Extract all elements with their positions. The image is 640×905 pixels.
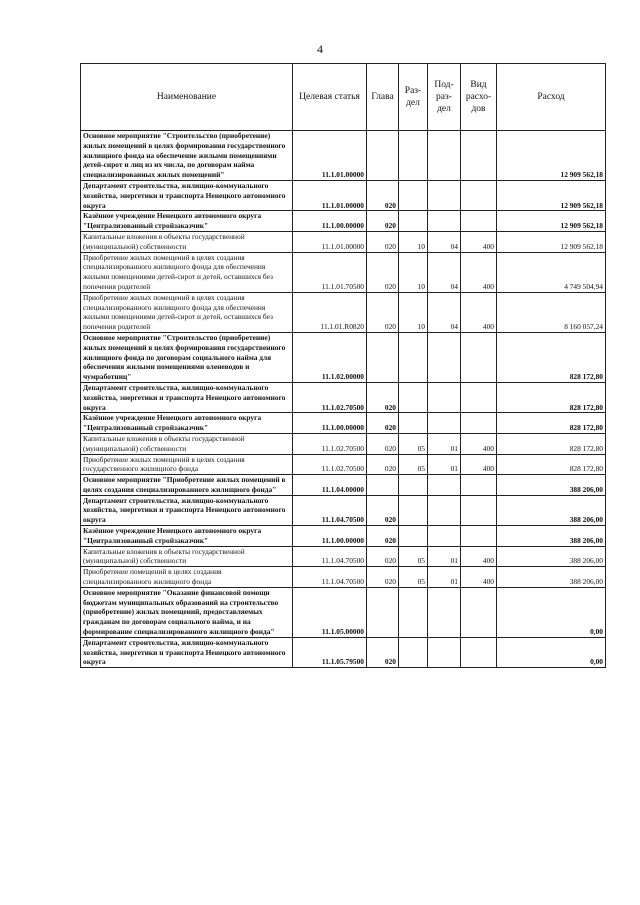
table-row [81, 292, 606, 332]
table-row [81, 546, 606, 567]
cell-chapter [367, 332, 399, 382]
cell-expense-type [461, 211, 497, 232]
cell-subsection [428, 475, 461, 496]
cell-amount: 12 909 562,18 [497, 211, 606, 232]
cell-subsection: 01 [428, 454, 461, 475]
cell-section [399, 526, 428, 547]
cell-amount: 828 172,80 [497, 433, 606, 454]
page-number: 4 [317, 42, 323, 56]
cell-amount: 12 909 562,18 [497, 231, 606, 252]
cell-subsection [428, 180, 461, 210]
cell-name: Приобретение жилых помещений в целях создания специализированного жилищного фонда для обеспечения жилыми помещениями детей-сирот и детей, оставшихся без попечения родителей [81, 292, 293, 332]
cell-expense-type: 400 [461, 292, 497, 332]
cell-subsection: 01 [428, 567, 461, 588]
cell-chapter: 020 [367, 252, 399, 292]
cell-expense-type [461, 180, 497, 210]
cell-chapter: 020 [367, 231, 399, 252]
cell-section [399, 413, 428, 434]
cell-target: 11.1.00.00000 [293, 413, 367, 434]
cell-target: 11.1.02.70500 [293, 382, 367, 412]
cell-target: 11.1.02.00000 [293, 332, 367, 382]
cell-chapter: 020 [367, 413, 399, 434]
cell-chapter: 020 [367, 637, 399, 667]
cell-name: Департамент строительства, жилищно-коммунального хозяйства, энергетики и транспорта Ненецкого автономного округа [81, 180, 293, 210]
cell-expense-type [461, 131, 497, 181]
cell-subsection: 01 [428, 546, 461, 567]
cell-target: 11.1.05.00000 [293, 587, 367, 637]
table-row [81, 382, 606, 412]
cell-chapter: 020 [367, 180, 399, 210]
cell-target: 11.1.04.70500 [293, 546, 367, 567]
cell-target: 11.1.04.70500 [293, 495, 367, 525]
cell-expense-type: 400 [461, 252, 497, 292]
cell-expense-type [461, 587, 497, 637]
cell-target: 11.1.01.R0820 [293, 292, 367, 332]
cell-chapter: 020 [367, 433, 399, 454]
cell-chapter: 020 [367, 382, 399, 412]
cell-name: Капитальные вложения в объекты государственной (муниципальной) собственности [81, 433, 293, 454]
column-header-name: Наименование [81, 64, 293, 131]
cell-expense-type [461, 475, 497, 496]
cell-chapter [367, 131, 399, 181]
cell-subsection [428, 332, 461, 382]
cell-subsection [428, 211, 461, 232]
table-row [81, 180, 606, 210]
cell-name: Основное мероприятие "Строительство (приобретение) жилых помещений в целях формирования государственного жилищного фонда на обеспечение жилыми помещениями детей-сирот и лиц из их числа, по договорам найма специализированных жилых помещений" [81, 131, 293, 181]
cell-section: 10 [399, 252, 428, 292]
cell-expense-type [461, 495, 497, 525]
cell-amount: 828 172,80 [497, 382, 606, 412]
cell-target: 11.1.01.70500 [293, 252, 367, 292]
cell-section [399, 495, 428, 525]
cell-chapter: 020 [367, 567, 399, 588]
cell-section [399, 382, 428, 412]
cell-section [399, 637, 428, 667]
cell-subsection [428, 526, 461, 547]
cell-chapter: 020 [367, 454, 399, 475]
table-row [81, 211, 606, 232]
cell-expense-type [461, 382, 497, 412]
cell-target: 11.1.01.00000 [293, 131, 367, 181]
cell-target: 11.1.04.70500 [293, 567, 367, 588]
cell-section: 10 [399, 231, 428, 252]
cell-chapter [367, 475, 399, 496]
cell-name: Основное мероприятие "Строительство (приобретение) жилых помещений в целях формирования государственного жилищного фонда по договорам социального найма для обеспечения жилыми помещениями оленеводов и чумработниц" [81, 332, 293, 382]
table-row [81, 231, 606, 252]
table-row [81, 454, 606, 475]
cell-expense-type [461, 413, 497, 434]
cell-target: 11.1.05.79500 [293, 637, 367, 667]
cell-name: Основное мероприятие "Приобретение жилых помещений в целях создания специализированного жилищного фонда" [81, 475, 293, 496]
cell-name: Капитальные вложения в объекты государственной (муниципальной) собственности [81, 546, 293, 567]
cell-target: 11.1.01.00000 [293, 180, 367, 210]
table-row [81, 475, 606, 496]
cell-expense-type: 400 [461, 454, 497, 475]
column-header-subsection: Под- раз- дел [428, 64, 461, 131]
cell-expense-type: 400 [461, 433, 497, 454]
cell-name: Приобретение жилых помещений в целях создания государственного жилищного фонда [81, 454, 293, 475]
cell-amount: 8 160 057,24 [497, 292, 606, 332]
cell-target: 11.1.01.00000 [293, 231, 367, 252]
cell-subsection [428, 382, 461, 412]
cell-section [399, 180, 428, 210]
cell-chapter: 020 [367, 292, 399, 332]
cell-amount: 0,00 [497, 587, 606, 637]
cell-subsection: 04 [428, 292, 461, 332]
table-row [81, 567, 606, 588]
cell-name: Казённое учреждение Ненецкого автономного округа "Централизованный стройзаказчик" [81, 413, 293, 434]
cell-name: Департамент строительства, жилищно-коммунального хозяйства, энергетики и транспорта Ненецкого автономного округа [81, 637, 293, 667]
cell-section [399, 587, 428, 637]
cell-expense-type: 400 [461, 231, 497, 252]
cell-amount: 388 206,00 [497, 546, 606, 567]
cell-expense-type [461, 332, 497, 382]
cell-subsection [428, 413, 461, 434]
cell-name: Департамент строительства, жилищно-коммунального хозяйства, энергетики и транспорта Ненецкого автономного округа [81, 382, 293, 412]
cell-target: 11.1.02.70500 [293, 433, 367, 454]
cell-amount: 828 172,80 [497, 413, 606, 434]
cell-expense-type [461, 526, 497, 547]
cell-section: 05 [399, 546, 428, 567]
cell-amount: 388 206,00 [497, 567, 606, 588]
cell-section: 05 [399, 433, 428, 454]
table-row [81, 637, 606, 667]
cell-expense-type: 400 [461, 546, 497, 567]
cell-amount: 388 206,00 [497, 495, 606, 525]
column-header-target: Целевая статья [293, 64, 367, 131]
expenditure-table [80, 63, 606, 668]
column-header-chapter: Глава [367, 64, 399, 131]
cell-target: 11.1.02.70500 [293, 454, 367, 475]
table-row [81, 495, 606, 525]
cell-subsection [428, 495, 461, 525]
cell-subsection: 01 [428, 433, 461, 454]
cell-chapter [367, 587, 399, 637]
cell-name: Приобретение помещений в целях создания специализированного жилищного фонда [81, 567, 293, 588]
column-header-amount: Расход [497, 64, 606, 131]
cell-amount: 828 172,80 [497, 454, 606, 475]
table-row [81, 131, 606, 181]
table-row [81, 413, 606, 434]
cell-expense-type [461, 637, 497, 667]
cell-chapter: 020 [367, 546, 399, 567]
table-row [81, 526, 606, 547]
table-row [81, 332, 606, 382]
cell-amount: 388 206,00 [497, 475, 606, 496]
cell-section [399, 131, 428, 181]
cell-section [399, 332, 428, 382]
cell-name: Казённое учреждение Ненецкого автономного округа "Централизованный стройзаказчик" [81, 211, 293, 232]
cell-name: Капитальные вложения в объекты государственной (муниципальной) собственности [81, 231, 293, 252]
cell-subsection: 04 [428, 252, 461, 292]
cell-section [399, 475, 428, 496]
cell-subsection [428, 637, 461, 667]
cell-subsection [428, 131, 461, 181]
table-row [81, 587, 606, 637]
cell-section [399, 211, 428, 232]
cell-chapter: 020 [367, 211, 399, 232]
cell-subsection [428, 587, 461, 637]
cell-section: 05 [399, 454, 428, 475]
cell-amount: 828 172,80 [497, 332, 606, 382]
table-row [81, 252, 606, 292]
cell-section: 05 [399, 567, 428, 588]
column-header-expense-type: Вид расхо- дов [461, 64, 497, 131]
cell-name: Казённое учреждение Ненецкого автономного округа "Централизованный стройзаказчик" [81, 526, 293, 547]
cell-amount: 12 909 562,18 [497, 131, 606, 181]
cell-amount: 4 749 504,94 [497, 252, 606, 292]
cell-chapter: 020 [367, 495, 399, 525]
table-body [81, 131, 606, 668]
cell-expense-type: 400 [461, 567, 497, 588]
table-header-row [81, 64, 606, 131]
column-header-section: Раз- дел [399, 64, 428, 131]
cell-chapter: 020 [367, 526, 399, 547]
cell-name: Основное мероприятие "Оказание финансовой помощи бюджетам муниципальных образований на строительство (приобретение) жилых помещений, предоставляемых гражданам по договорам социального найма, и на формирование специализированного жилищного фонда" [81, 587, 293, 637]
table-row [81, 433, 606, 454]
cell-section: 10 [399, 292, 428, 332]
cell-target: 11.1.04.00000 [293, 475, 367, 496]
cell-amount: 0,00 [497, 637, 606, 667]
cell-amount: 388 206,00 [497, 526, 606, 547]
cell-name: Приобретение жилых помещений в целях создания специализированного жилищного фонда для обеспечения жилыми помещениями детей-сирот и детей, оставшихся без попечения родителей [81, 252, 293, 292]
cell-amount: 12 909 562,18 [497, 180, 606, 210]
cell-target: 11.1.00.00000 [293, 211, 367, 232]
cell-name: Департамент строительства, жилищно-коммунального хозяйства, энергетики и транспорта Ненецкого автономного округа [81, 495, 293, 525]
cell-target: 11.1.00.00000 [293, 526, 367, 547]
cell-subsection: 04 [428, 231, 461, 252]
